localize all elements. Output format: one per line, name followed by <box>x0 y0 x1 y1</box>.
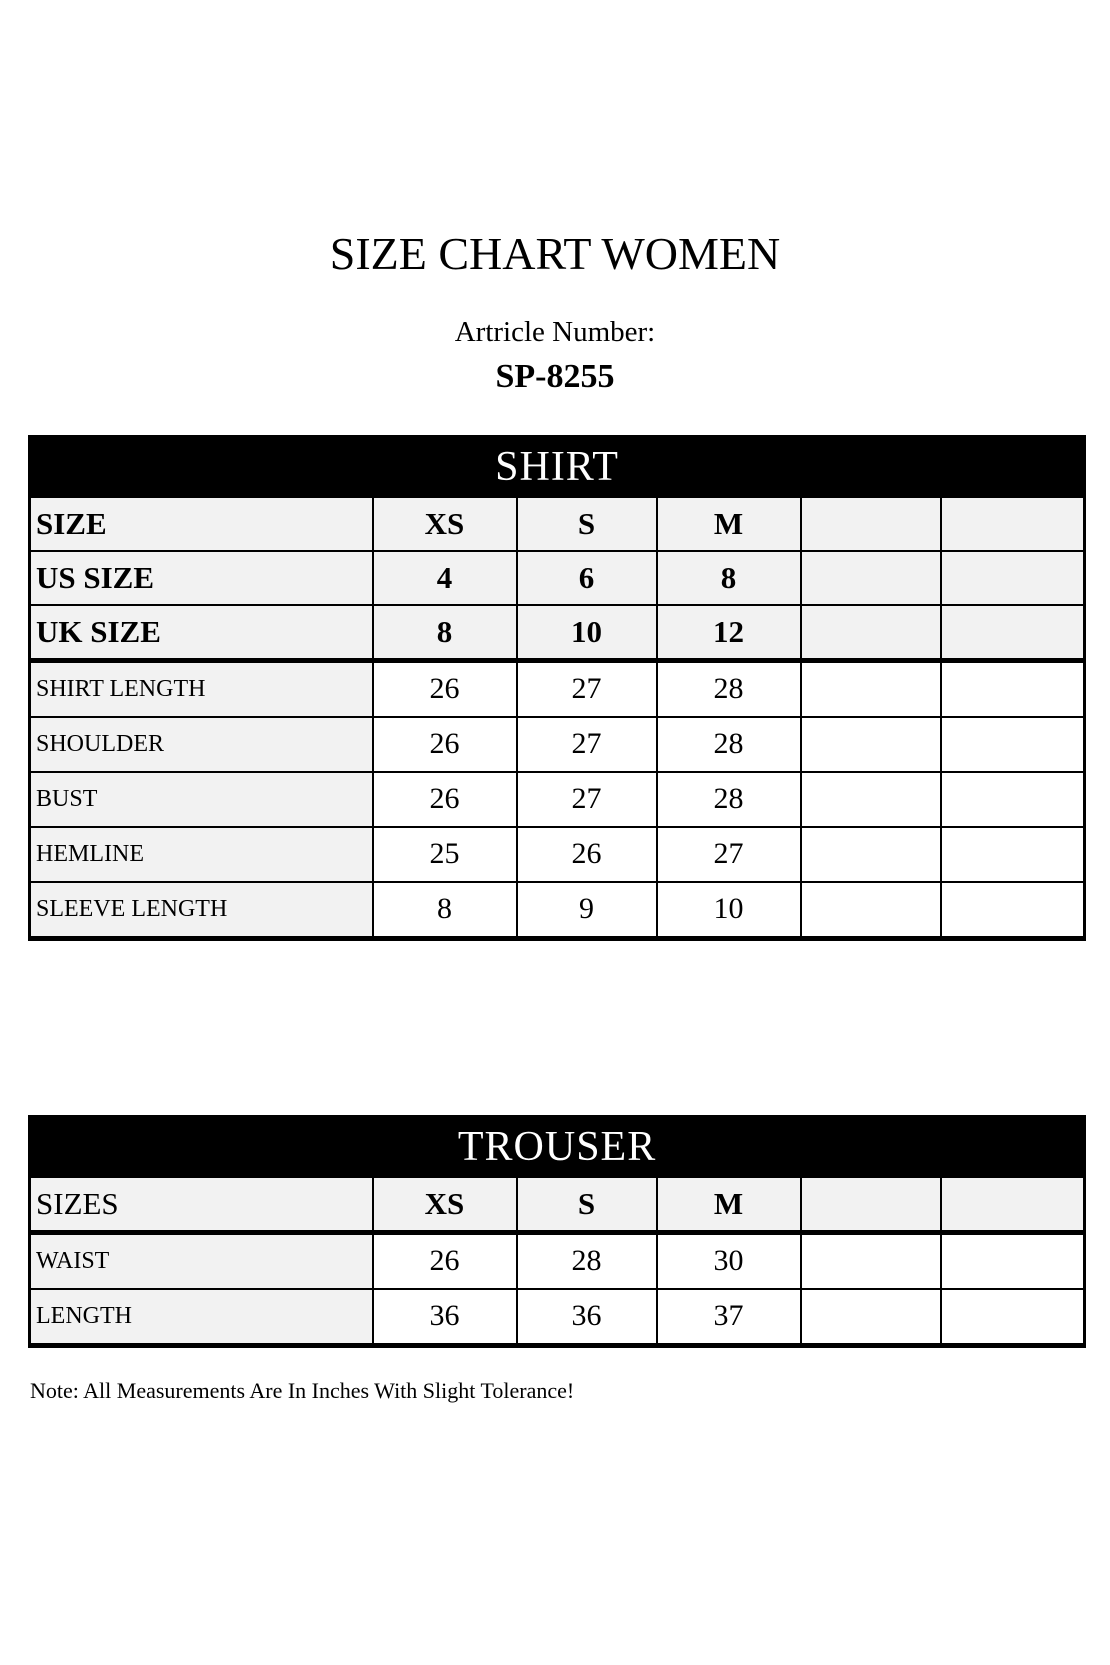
size-cell: 10 <box>517 605 657 661</box>
empty-cell <box>801 1177 941 1233</box>
empty-cell <box>941 551 1085 605</box>
size-cell: 8 <box>373 605 517 661</box>
table-row-shoulder <box>30 717 1085 772</box>
trouser-table-header-row <box>30 1116 1085 1177</box>
row-label: SIZE <box>30 497 373 551</box>
measurement-cell: 28 <box>657 772 801 827</box>
empty-cell <box>941 827 1085 882</box>
table-row-length <box>30 1289 1085 1346</box>
measurement-cell: 8 <box>373 882 517 939</box>
empty-cell <box>801 497 941 551</box>
empty-cell <box>801 605 941 661</box>
row-label: LENGTH <box>30 1289 373 1346</box>
size-cell: M <box>657 1177 801 1233</box>
size-cell: 4 <box>373 551 517 605</box>
table-row-us-size <box>30 551 1085 605</box>
row-label: SHOULDER <box>30 717 373 772</box>
table-row-hemline <box>30 827 1085 882</box>
row-label: HEMLINE <box>30 827 373 882</box>
trouser-table-title: TROUSER <box>30 1116 1085 1177</box>
measurement-cell: 27 <box>517 772 657 827</box>
size-cell: S <box>517 1177 657 1233</box>
size-cell: 8 <box>657 551 801 605</box>
empty-cell <box>941 1232 1085 1289</box>
row-label: WAIST <box>30 1232 373 1289</box>
empty-cell <box>801 1289 941 1346</box>
article-number-value: SP-8255 <box>495 357 615 395</box>
row-label: US SIZE <box>30 551 373 605</box>
measurement-cell: 26 <box>373 717 517 772</box>
table-row-shirt-length <box>30 660 1085 717</box>
measurement-cell: 36 <box>517 1289 657 1346</box>
table-row-sleeve-length <box>30 882 1085 939</box>
size-cell: S <box>517 497 657 551</box>
empty-cell <box>801 717 941 772</box>
measurement-cell: 27 <box>657 827 801 882</box>
measurement-cell: 36 <box>373 1289 517 1346</box>
measurement-cell: 26 <box>373 1232 517 1289</box>
measurement-cell: 10 <box>657 882 801 939</box>
empty-cell <box>801 882 941 939</box>
empty-cell <box>801 551 941 605</box>
measurement-cell: 9 <box>517 882 657 939</box>
empty-cell <box>941 1289 1085 1346</box>
measurement-cell: 26 <box>517 827 657 882</box>
measurement-cell: 30 <box>657 1232 801 1289</box>
page-title: SIZE CHART WOMEN <box>329 228 781 279</box>
row-label: SIZES <box>30 1177 373 1233</box>
measurement-cell: 37 <box>657 1289 801 1346</box>
measurement-cell: 25 <box>373 827 517 882</box>
empty-cell <box>801 827 941 882</box>
row-label: UK SIZE <box>30 605 373 661</box>
empty-cell <box>941 717 1085 772</box>
empty-cell <box>941 882 1085 939</box>
document-header <box>0 0 1110 398</box>
empty-cell <box>941 497 1085 551</box>
measurement-cell: 28 <box>517 1232 657 1289</box>
empty-cell <box>941 772 1085 827</box>
size-cell: 12 <box>657 605 801 661</box>
shirt-size-table <box>28 435 1086 941</box>
size-cell: 6 <box>517 551 657 605</box>
empty-cell <box>801 660 941 717</box>
table-row-sizes <box>30 1177 1085 1233</box>
article-number-label: Artricle Number: <box>454 316 656 349</box>
empty-cell <box>941 660 1085 717</box>
size-cell: M <box>657 497 801 551</box>
table-row-uk-size <box>30 605 1085 661</box>
empty-cell <box>941 1177 1085 1233</box>
measurement-cell: 28 <box>657 717 801 772</box>
table-row-bust <box>30 772 1085 827</box>
measurement-cell: 27 <box>517 660 657 717</box>
measurement-cell: 27 <box>517 717 657 772</box>
shirt-table-title: SHIRT <box>30 436 1085 497</box>
trouser-size-table <box>28 1115 1086 1348</box>
table-row-size <box>30 497 1085 551</box>
measurement-cell: 26 <box>373 660 517 717</box>
size-cell: XS <box>373 497 517 551</box>
row-label: SLEEVE LENGTH <box>30 882 373 939</box>
measurement-cell: 28 <box>657 660 801 717</box>
table-row-waist <box>30 1232 1085 1289</box>
row-label: SHIRT LENGTH <box>30 660 373 717</box>
row-label: BUST <box>30 772 373 827</box>
shirt-table-header-row <box>30 436 1085 497</box>
measurement-cell: 26 <box>373 772 517 827</box>
empty-cell <box>801 1232 941 1289</box>
size-cell: XS <box>373 1177 517 1233</box>
measurement-note: Note: All Measurements Are In Inches With Slight Tolerance! <box>30 1377 575 1403</box>
empty-cell <box>941 605 1085 661</box>
empty-cell <box>801 772 941 827</box>
